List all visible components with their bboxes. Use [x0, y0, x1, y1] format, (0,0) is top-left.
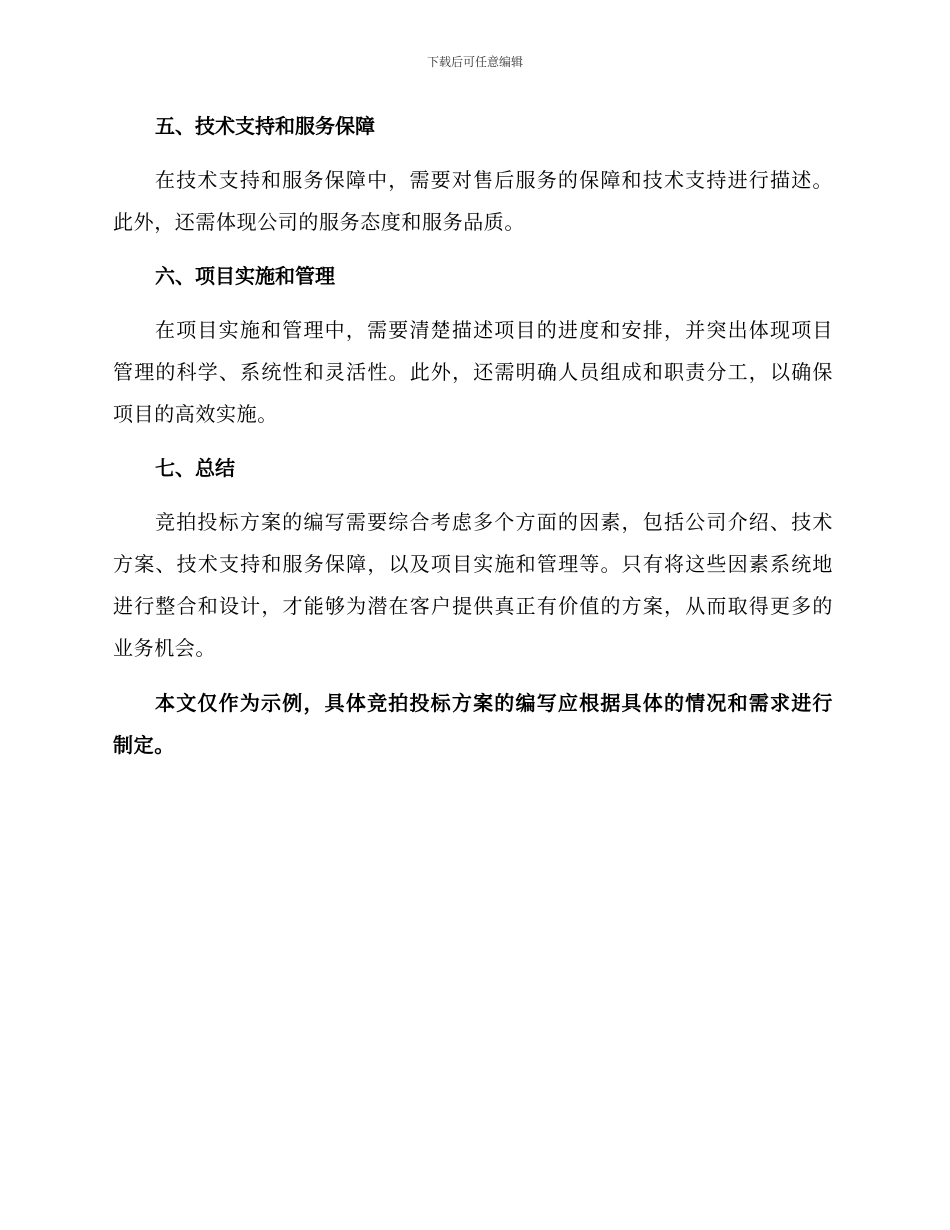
- section-heading-6: 六、项目实施和管理: [155, 264, 335, 288]
- section-paragraph-5: 在技术支持和服务保障中，需要对售后服务的保障和技术支持进行描述。此外，还需体现公司的服务态度和服务品质。: [113, 168, 833, 234]
- closing-note: 本文仅作为示例，具体竞拍投标方案的编写应根据具体的情况和需求进行制定。: [113, 691, 833, 757]
- spacer: [113, 435, 833, 448]
- spacer: [113, 146, 833, 159]
- section-heading-5: 五、技术支持和服务保障: [155, 114, 375, 138]
- document-body: [113, 106, 833, 766]
- spacer: [113, 669, 833, 682]
- section-paragraph-7: 竞拍投标方案的编写需要综合考虑多个方面的因素，包括公司介绍、技术方案、技术支持和服务保障，以及项目实施和管理等。只有将这些因素系统地进行整合和设计，才能够为潜在客户提供真正有价值的方案，从而取得更多的业务机会。: [113, 510, 833, 660]
- spacer: [113, 296, 833, 309]
- running-header: 下载后可任意编辑: [426, 55, 523, 69]
- section-heading-7: 七、总结: [155, 456, 235, 480]
- spacer: [113, 488, 833, 501]
- section-paragraph-6: 在项目实施和管理中，需要清楚描述项目的进度和安排，并突出体现项目管理的科学、系统性和灵活性。此外，还需明确人员组成和职责分工，以确保项目的高效实施。: [113, 318, 833, 426]
- spacer: [113, 243, 833, 256]
